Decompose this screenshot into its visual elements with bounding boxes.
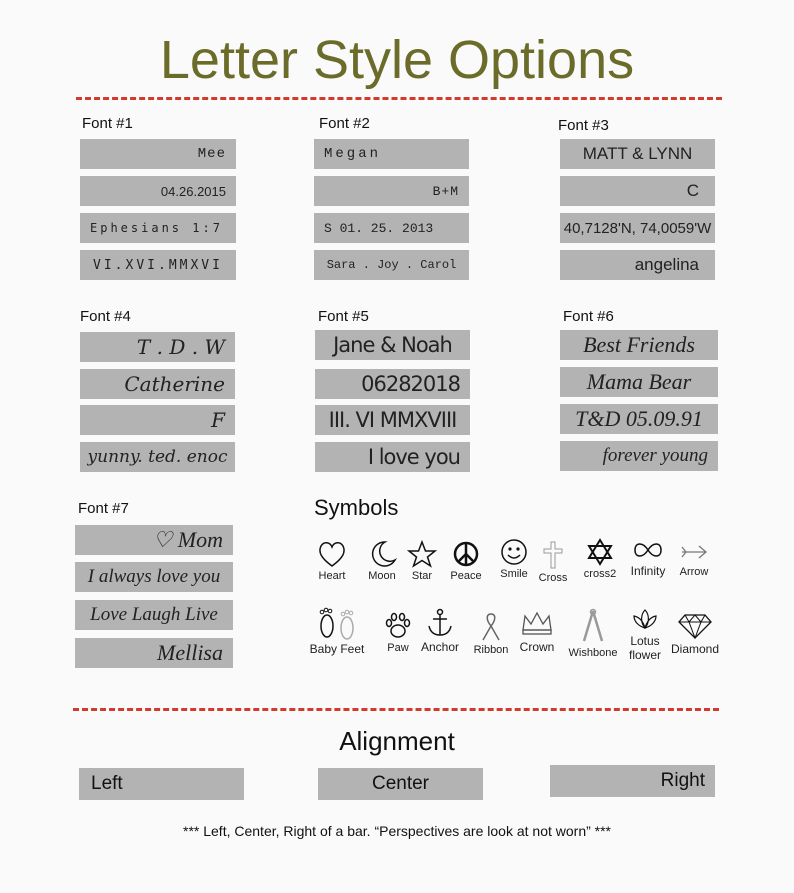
symbol-heart[interactable]: Heart [307,540,357,582]
bottom-divider [73,708,719,711]
heart-icon [317,540,347,568]
align-left-label: Left [91,773,123,794]
page-title: Letter Style Options [159,30,635,90]
font-1-label: Font #1 [82,115,133,132]
ribbon-icon [476,612,506,642]
font-7-sample-2[interactable]: I always love you [75,562,233,592]
font-3-sample-2[interactable]: C [560,176,715,206]
font-4-label: Font #4 [80,308,131,325]
font-5-sample-4[interactable]: I love you [315,442,470,472]
font-3-label: Font #3 [558,117,609,134]
arrow-icon [679,540,709,564]
symbol-star[interactable]: Star [397,540,447,582]
align-right-bar[interactable] [550,765,715,797]
align-right-label: Right [660,770,705,791]
peace-icon [451,540,481,568]
font-6-sample-3[interactable]: T&D 05.09.91 [560,404,718,434]
symbol-cross[interactable]: Cross [528,540,578,584]
footer-note: *** Left, Center, Right of a bar. “Perspectives are look at not worn” *** [183,823,611,839]
font-6-label: Font #6 [563,308,614,325]
symbol-baby-feet[interactable]: Baby Feet [304,606,370,656]
font-4-sample-3[interactable]: F [80,405,235,435]
lotus-icon [630,608,660,632]
wishbone-icon [578,607,608,645]
symbol-paw[interactable]: Paw [373,612,423,654]
font-2-sample-3[interactable]: S 01. 25. 2013 [314,213,469,243]
font-4-sample-4[interactable]: yunny. ted. enoc [80,442,235,472]
font-7-sample-4[interactable]: Mellisa [75,638,233,668]
symbol-ribbon[interactable]: Ribbon [466,612,516,656]
baby-feet-icon [307,606,367,640]
font-1-sample-4[interactable]: VI.XVI.MMXVI [80,250,236,280]
star-of-david-icon [585,538,615,566]
font-3-sample-4[interactable]: angelina [560,250,715,280]
alignment-heading: Alignment [339,726,455,756]
cross-icon [538,540,568,570]
align-center-bar[interactable] [318,768,483,800]
font-7-sample-3[interactable]: Love Laugh Live [75,600,233,630]
crown-icon [519,608,555,638]
symbol-peace[interactable]: Peace [441,540,491,582]
symbol-infinity[interactable]: Infinity [623,538,673,578]
font-1-sample-3[interactable]: Ephesians 1:7 [80,213,236,243]
font-5-sample-3[interactable]: III. VI MMXVIII [315,405,470,435]
symbol-moon[interactable]: Moon [357,540,407,582]
symbol-arrow[interactable]: Arrow [669,540,719,578]
align-center-label: Center [371,773,430,794]
font-4-sample-1[interactable]: T . D . W [80,332,235,362]
font-2-label: Font #2 [319,115,370,132]
font-6-sample-2[interactable]: Mama Bear [560,367,718,397]
font-6-sample-1[interactable]: Best Friends [560,330,718,360]
font-2-sample-2[interactable]: B+M [314,176,469,206]
infinity-icon [631,538,665,562]
font-5-sample-2[interactable]: 06282018 [315,369,470,399]
symbol-anchor[interactable]: Anchor [415,608,465,654]
font-3-sample-3[interactable]: 40,7128'N, 74,0059'W [560,213,715,243]
top-divider [76,97,722,100]
align-left-bar[interactable] [79,768,244,800]
font-1-sample-1[interactable]: Mee [80,139,236,169]
symbol-wishbone[interactable]: Wishbone [562,607,624,659]
symbol-crown[interactable]: Crown [512,608,562,654]
font-2-sample-4[interactable]: Sara . Joy . Carol [314,250,469,280]
symbol-smile[interactable]: Smile [489,538,539,580]
symbol-diamond[interactable]: Diamond [668,612,722,656]
font-7-sample-1[interactable]: ♡ Mom [75,525,233,555]
smile-icon [499,538,529,566]
star-icon [407,540,437,568]
anchor-icon [425,608,455,638]
font-7-label: Font #7 [78,500,129,517]
symbols-heading: Symbols [314,495,399,520]
moon-icon [367,540,397,568]
font-5-label: Font #5 [318,308,369,325]
diamond-icon [677,612,713,640]
font-6-sample-4[interactable]: forever young [560,441,718,471]
font-2-sample-1[interactable]: Megan [314,139,469,169]
paw-icon [383,612,413,640]
font-1-sample-2[interactable]: 04.26.2015 [80,176,236,206]
font-5-sample-1[interactable]: Jane & Noah [315,330,470,360]
symbol-lotus[interactable]: Lotus flower [620,608,670,662]
font-4-sample-2[interactable]: Catherine [80,369,235,399]
symbol-cross2[interactable]: cross2 [575,538,625,580]
font-3-sample-1[interactable]: MATT & LYNN [560,139,715,169]
